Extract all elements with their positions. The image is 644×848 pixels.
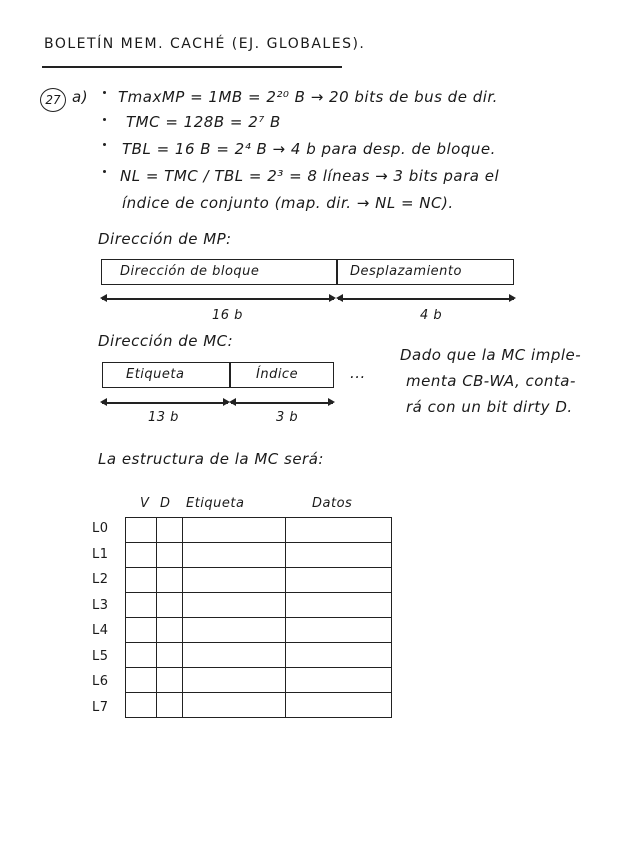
- table-row: [126, 568, 392, 593]
- width-arrow: [231, 402, 333, 404]
- field-divider: [229, 362, 231, 388]
- exercise-part: a): [72, 88, 89, 106]
- bullet-dot: [103, 91, 106, 94]
- table-cell: [157, 518, 183, 543]
- table-cell: [157, 668, 183, 693]
- table-cell: [286, 568, 392, 593]
- table-cell: [183, 568, 286, 593]
- bullet-text: índice de conjunto (map. dir. → NL = NC).: [122, 194, 454, 212]
- table-cell: [286, 668, 392, 693]
- table-cell: [157, 568, 183, 593]
- table-row: [126, 518, 392, 543]
- row-label: L0: [92, 521, 109, 536]
- table-cell: [157, 618, 183, 643]
- bullet-text: TmaxMP = 1MB = 2²⁰ B → 20 bits de bus de dir.: [118, 88, 498, 106]
- table-cell: [183, 643, 286, 668]
- table-cell: [286, 693, 392, 718]
- note-line: Dado que la MC imple-: [400, 346, 582, 364]
- table-cell: [126, 618, 157, 643]
- cache-structure-table: [125, 517, 392, 718]
- table-cell: [126, 643, 157, 668]
- field-tag: Etiqueta: [126, 367, 185, 382]
- field-index: Índice: [256, 367, 299, 382]
- table-cell: [157, 593, 183, 618]
- row-label: L2: [92, 572, 109, 587]
- column-header-data: Datos: [312, 496, 353, 511]
- document-title: BOLETÍN MEM. CACHÉ (EJ. GLOBALES).: [44, 36, 366, 52]
- width-label: 13 b: [148, 410, 179, 425]
- column-header-d: D: [160, 496, 171, 511]
- note-line: rá con un bit dirty D.: [406, 398, 573, 416]
- table-cell: [157, 543, 183, 568]
- table-row: [126, 693, 392, 718]
- table-cell: [183, 593, 286, 618]
- mp-address-heading: Dirección de MP:: [98, 230, 232, 248]
- table-cell: [286, 518, 392, 543]
- table-cell: [183, 668, 286, 693]
- row-label: L1: [92, 546, 109, 562]
- note-line: menta CB-WA, conta-: [406, 372, 576, 390]
- width-label: 4 b: [420, 308, 443, 323]
- bullet-text: TBL = 16 B = 2⁴ B → 4 b para desp. de bloque.: [122, 140, 496, 158]
- bullet-text: NL = TMC / TBL = 2³ = 8 líneas → 3 bits para el: [120, 167, 500, 185]
- exercise-number: 27: [40, 88, 66, 112]
- bullet-text: TMC = 128B = 2⁷ B: [126, 113, 281, 131]
- table-cell: [126, 568, 157, 593]
- table-row: [126, 618, 392, 643]
- bullet-dot: [103, 170, 106, 173]
- table-cell: [126, 518, 157, 543]
- structure-heading: La estructura de la MC será:: [98, 450, 324, 468]
- row-label: L6: [92, 674, 109, 689]
- ellipsis: ...: [350, 364, 366, 382]
- row-label: L7: [92, 699, 109, 715]
- table-cell: [157, 693, 183, 718]
- row-label: L5: [92, 648, 109, 664]
- table-cell: [286, 543, 392, 568]
- column-header-v: V: [140, 496, 150, 511]
- table-cell: [126, 693, 157, 718]
- table-row: [126, 668, 392, 693]
- table-cell: [126, 668, 157, 693]
- width-arrow: [102, 402, 228, 404]
- table-cell: [286, 643, 392, 668]
- table-cell: [183, 518, 286, 543]
- row-label: L3: [92, 597, 109, 613]
- table-cell: [126, 543, 157, 568]
- table-cell: [126, 593, 157, 618]
- title-underline: [42, 66, 342, 68]
- table-row: [126, 593, 392, 618]
- width-label: 16 b: [212, 308, 243, 323]
- bullet-dot: [103, 118, 106, 121]
- field-divider: [336, 259, 338, 285]
- table-row: [126, 543, 392, 568]
- width-arrow: [338, 298, 514, 300]
- table-cell: [286, 593, 392, 618]
- row-label: L4: [92, 623, 109, 638]
- field-block-address: Dirección de bloque: [120, 264, 260, 279]
- table-cell: [183, 543, 286, 568]
- table-cell: [183, 693, 286, 718]
- table-cell: [157, 643, 183, 668]
- column-header-tag: Etiqueta: [186, 496, 245, 511]
- width-label: 3 b: [276, 410, 299, 425]
- mc-address-heading: Dirección de MC:: [98, 332, 234, 350]
- table-row: [126, 643, 392, 668]
- width-arrow: [102, 298, 334, 300]
- field-offset: Desplazamiento: [350, 264, 462, 279]
- table-cell: [183, 618, 286, 643]
- table-cell: [286, 618, 392, 643]
- bullet-dot: [103, 143, 106, 146]
